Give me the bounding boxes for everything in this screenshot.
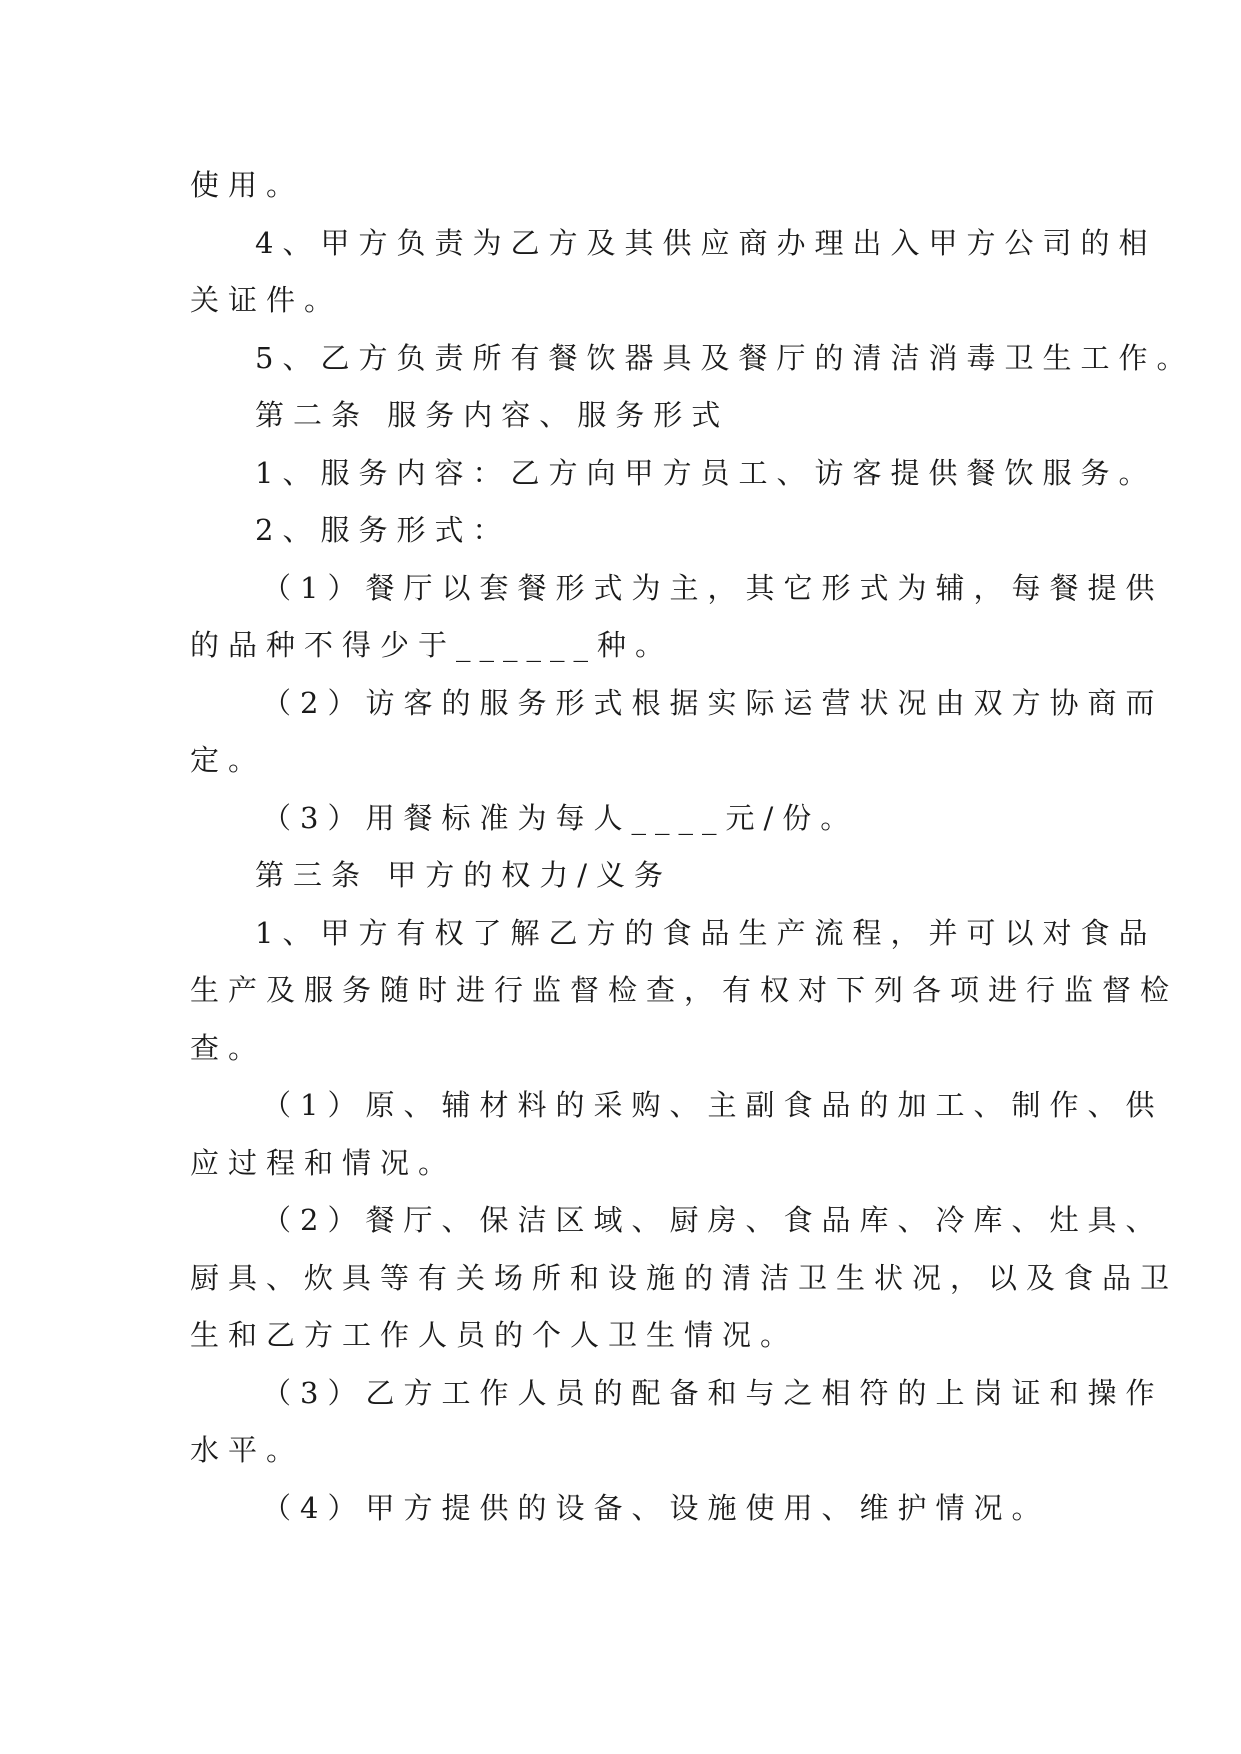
text-line: 厨具、炊具等有关场所和设施的清洁卫生状况，以及食品卫 <box>190 1261 1179 1295</box>
text-line: 定。 <box>190 743 267 777</box>
text-line: （1）餐厅以套餐形式为主，其它形式为辅，每餐提供 <box>262 571 1164 605</box>
text-line: 的品种不得少于______种。 <box>190 628 674 662</box>
text-line: （4）甲方提供的设备、设施使用、维护情况。 <box>262 1491 1050 1525</box>
text-line: 1、甲方有权了解乙方的食品生产流程，并可以对食品 <box>255 916 1157 950</box>
text-line: （2）餐厅、保洁区域、厨房、食品库、冷库、灶具、 <box>262 1203 1164 1237</box>
text-line: 关证件。 <box>190 283 343 317</box>
text-line: （3）乙方工作人员的配备和与之相符的上岗证和操作 <box>262 1376 1164 1410</box>
text-line: 2、服务形式： <box>255 513 511 547</box>
text-line: 5、乙方负责所有餐饮器具及餐厅的清洁消毒卫生工作。 <box>255 341 1195 375</box>
text-line: 生和乙方工作人员的个人卫生情况。 <box>190 1318 799 1352</box>
text-line: （2）访客的服务形式根据实际运营状况由双方协商而 <box>262 686 1164 720</box>
text-line: 水平。 <box>190 1433 305 1467</box>
text-line: 应过程和情况。 <box>190 1146 457 1180</box>
text-line: （1）原、辅材料的采购、主副食品的加工、制作、供 <box>262 1088 1164 1122</box>
text-line: （3）用餐标准为每人____元/份。 <box>262 801 859 835</box>
text-line: 生产及服务随时进行监督检查，有权对下列各项进行监督检 <box>190 973 1179 1007</box>
section-heading: 第三条 甲方的权力/义务 <box>255 858 672 892</box>
text-line: 4、甲方负责为乙方及其供应商办理出入甲方公司的相 <box>255 226 1157 260</box>
text-line: 使用。 <box>190 168 305 202</box>
section-heading: 第二条 服务内容、服务形式 <box>255 398 730 432</box>
text-line: 1、服务内容：乙方向甲方员工、访客提供餐饮服务。 <box>255 456 1157 490</box>
text-line: 查。 <box>190 1031 267 1065</box>
